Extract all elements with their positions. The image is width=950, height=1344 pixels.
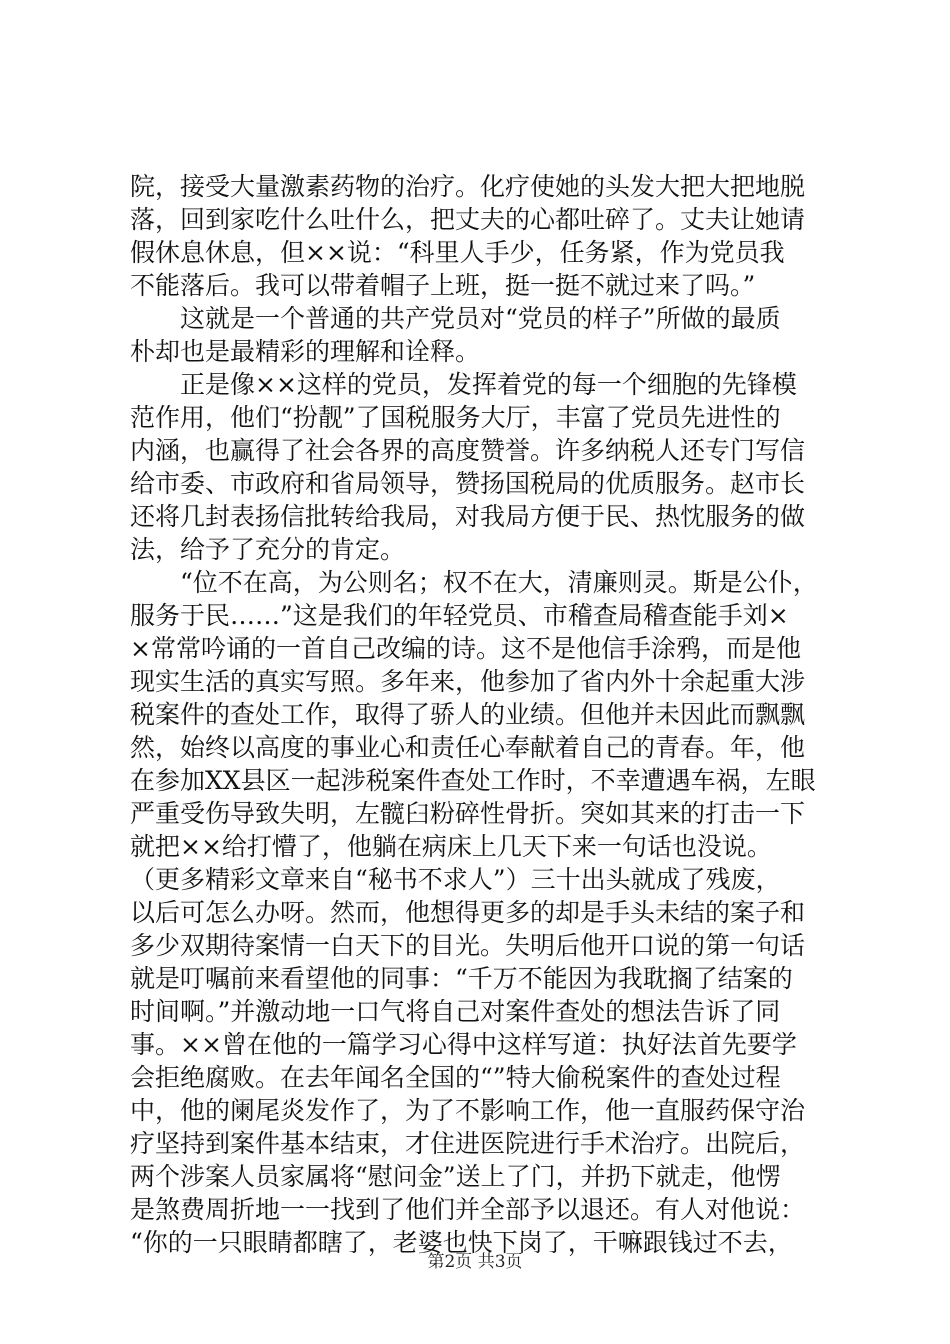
text-line: 多少双期待案情一白天下的目光。失明后他开口说的第一句话 bbox=[130, 931, 806, 960]
text-line: 假休息休息，但××说：“科里人手少，任务紧，作为党员我 bbox=[130, 238, 785, 267]
text-line: 严重受伤导致失明，左髋臼粉碎性骨折。突如其来的打击一下 bbox=[130, 799, 806, 828]
text-line: 这就是一个普通的共产党员对“党员的样子”所做的最质 bbox=[130, 304, 781, 333]
text-line: 落，回到家吃什么吐什么，把丈夫的心都吐碎了。丈夫让她请 bbox=[130, 205, 806, 234]
text-line: “位不在高，为公则名；权不在大，清廉则灵。斯是公仆， bbox=[130, 568, 818, 597]
text-line: 内涵，也赢得了社会各界的高度赞誉。许多纳税人还专门写信 bbox=[130, 436, 806, 465]
text-line: 正是像××这样的党员，发挥着党的每一个细胞的先锋模 bbox=[130, 370, 797, 399]
text-line: 就是叮嘱前来看望他的同事：“千万不能因为我耽搁了结案的 bbox=[130, 964, 793, 993]
text-line: 不能落后。我可以带着帽子上班，挺一挺不就过来了吗。” bbox=[130, 271, 756, 300]
text-line: 疗坚持到案件基本结束，才住进医院进行手术治疗。出院后， bbox=[130, 1129, 806, 1158]
text-line: 院，接受大量激素药物的治疗。化疗使她的头发大把大把地脱 bbox=[130, 172, 806, 201]
text-line: 会拒绝腐败。在去年闻名全国的“”特大偷税案件的查处过程 bbox=[130, 1063, 781, 1092]
text-line: 范作用，他们“扮靓”了国税服务大厅，丰富了党员先进性的 bbox=[130, 403, 781, 432]
text-line: 给市委、市政府和省局领导，赞扬国税局的优质服务。赵市长 bbox=[130, 469, 806, 498]
text-line: 服务于民……”这是我们的年轻党员、市稽查局稽查能手刘× bbox=[130, 601, 789, 630]
text-line: 在参加XX县区一起涉税案件查处工作时，不幸遭遇车祸，左眼 bbox=[130, 766, 816, 795]
text-line: 中，他的阑尾炎发作了，为了不影响工作，他一直服药保守治 bbox=[130, 1096, 806, 1125]
text-line: 法，给予了充分的肯定。 bbox=[130, 535, 406, 564]
text-line: 两个涉案人员家属将“慰问金”送上了门，并扔下就走，他愣 bbox=[130, 1162, 781, 1191]
body-text bbox=[130, 170, 830, 1259]
text-line: 现实生活的真实写照。多年来，他参加了省内外十余起重大涉 bbox=[130, 667, 806, 696]
text-line: ×常常吟诵的一首自己改编的诗。这不是他信手涂鸦，而是他 bbox=[130, 634, 801, 663]
text-line: “你的一只眼睛都瞎了，老婆也快下岗了，干嘛跟钱过不去， bbox=[130, 1228, 793, 1257]
text-line: 税案件的查处工作，取得了骄人的业绩。但他并未因此而飘飘 bbox=[130, 700, 806, 729]
text-line: 是煞费周折地一一找到了他们并全部予以退还。有人对他说： bbox=[130, 1195, 806, 1224]
text-line: 然，始终以高度的事业心和责任心奉献着自己的青春。年，他 bbox=[130, 733, 806, 762]
text-line: （更多精彩文章来自“秘书不求人”）三十出头就成了残废， bbox=[130, 865, 781, 894]
text-line: 以后可怎么办呀。然而，他想得更多的却是手头未结的案子和 bbox=[130, 898, 806, 927]
text-line: 就把××给打懵了，他躺在病床上几天下来一句话也没说。 bbox=[130, 832, 772, 861]
text-line: 时间啊。”并激动地一口气将自己对案件查处的想法告诉了同 bbox=[130, 997, 781, 1026]
text-line: 还将几封表扬信批转给我局，对我局方便于民、热忱服务的做 bbox=[130, 502, 806, 531]
text-line: 朴却也是最精彩的理解和诠释。 bbox=[130, 337, 481, 366]
page-number-footer: 第2页 共3页 bbox=[427, 1252, 523, 1272]
text-line: 事。××曾在他的一篇学习心得中这样写道：执好法首先要学 bbox=[130, 1030, 797, 1059]
